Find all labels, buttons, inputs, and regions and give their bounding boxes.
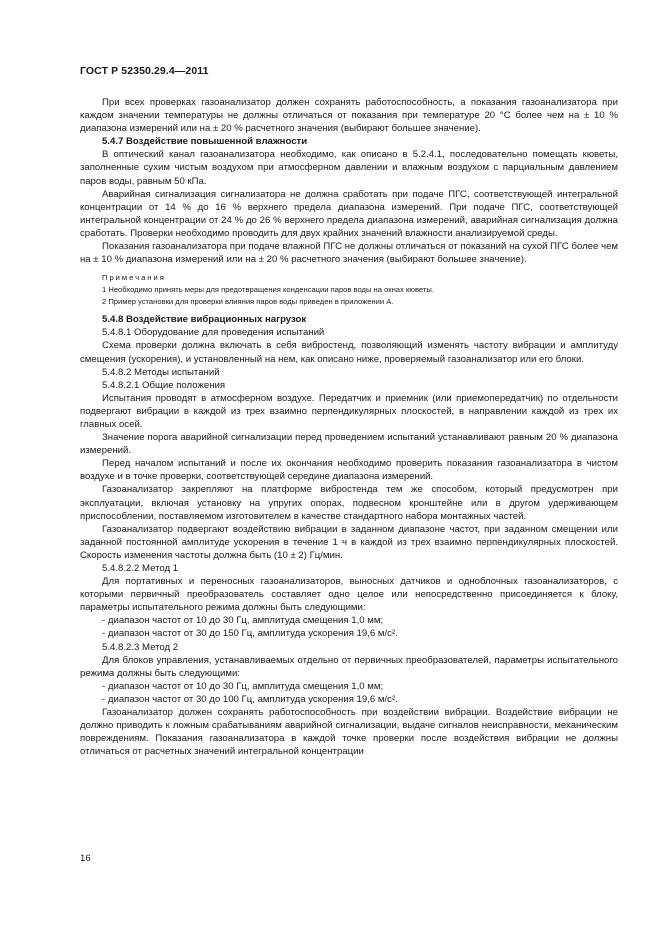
notes-block [80,272,618,308]
paragraph: В оптический канал газоанализатора необходимо, как описано в 5.2.4.1, последовательно помещать кюветы, заполненные сухим чистым воздухом при атмосферном давлении и влажным воздухом с парциальным давлением паров воды, равным 50 кПа. [80,149,618,187]
document-body [80,96,618,758]
paragraph: Схема проверки должна включать в себя вибростенд, позволяющий изменять частоту вибрации и амплитуду смещения (ускорения), и установленный на нем, как описано ниже, проверяемый газоанализатор или его блоки. [80,340,618,365]
paragraph: Газоанализатор закрепляют на платформе вибростенда тем же способом, который предусмотрен при эксплуатации, включая установку на упругих опорах, подвесном кронштейне или в другом удерживающем приспособлении, поставляемом изготовителем в качестве стандартного набора монтажных частей. [80,484,618,522]
paragraph: Испытания проводят в атмосферном воздухе. Передатчик и приемник (или приемопередатчик) по отдельности подвергают вибрации в каждой из трех взаимно перпендикулярных плоскостей, в направлении каждой из трех их главных осей. [80,392,618,430]
subsection-heading: 5.4.8.2.1 Общие положения [102,379,226,391]
paragraph: Для блоков управления, устанавливаемых отдельно от первичных преобразователей, параметры испытательного режима должны быть следующими: [80,654,618,679]
subsection-heading: 5.4.8.2.2 Метод 1 [102,563,179,574]
paragraph: Газоанализатор подвергают воздействию вибрации в заданном диапазоне частот, при заданном смещении или заданной постоянной амплитуде ускорения в течение 1 ч в каждой из трех взаимно перпендикулярных плоскостей. Скорость изменения частоты должна быть (10 ± 2) Гц/мин. [80,523,618,561]
paragraph: При всех проверках газоанализатор должен сохранять работоспособность, а показания газоанализатора при каждом значении температуры не должны отличаться от показания при температуре 20 °С более чем на ± 10 % диапазона измерений или на ± 20 % расчетного значения (выбирают большее значение). [80,97,618,135]
section-heading: 5.4.8 Воздействие вибрационных нагрузок [102,314,307,326]
list-item: - диапазон частот от 30 до 100 Гц, амплитуда ускорения 19,6 м/с². [102,693,398,705]
paragraph: Показания газоанализатора при подаче влажной ПГС не должны отличаться от показаний на сухой ПГС более чем на ± 10 % диапазона измерений или на ± 20 % расчетного значения (выбирают большее значение). [80,241,618,266]
list-item: - диапазон частот от 30 до 150 Гц, амплитуда ускорения 19,6 м/с². [102,628,398,640]
paragraph: Значение порога аварийной сигнализации перед проведением испытаний устанавливают равным 20 % диапазона измерений. [80,432,618,457]
note-item: 2 Пример установки для проверки влияния паров воды приведен в приложении А. [102,297,394,307]
paragraph: Аварийная сигнализация сигнализатора не должна сработать при подаче ПГС, соответствующей интегральной концентрации от 14 % до 16 % верхнего предела диапазона измерений. При подаче ПГС, соответствующей интегральной концентрации от 24 % до 26 % верхнего предела диапазона измерений, аварийная сигнализация должна сработать. Проверки необходимо проводить для двух крайних значений влажности анализируемой среды. [80,188,618,239]
paragraph: Перед началом испытаний и после их окончания необходимо проверить показания газоанализатора в чистом воздухе и в точке проверки, соответствующей середине диапазона измерений. [80,458,618,483]
notes-title: Примечания [102,273,166,283]
subsection-heading: 5.4.8.1 Оборудование для проведения испытаний [102,327,325,339]
list-item: - диапазон частот от 10 до 30 Гц, амплитуда смещения 1,0 мм; [102,615,384,627]
list-item: - диапазон частот от 10 до 30 Гц, амплитуда смещения 1,0 мм; [102,680,384,692]
note-item: 1 Необходимо принять меры для предотвращения конденсации паров воды на окнах кюветы. [102,285,434,295]
paragraph: Газоанализатор должен сохранять работоспособность при воздействии вибрации. Воздействие вибрации не должно приводить к ложным срабатываниям аварийной сигнализации, выдаче сигналов неисправности, механическим повреждениям. Показания газоанализатора в каждой точке проверки после воздействия вибрации не должны отличаться от расчетных значений интегральной концентрации [80,707,618,758]
subsection-heading: 5.4.8.2 Методы испытаний [102,366,220,378]
section-heading: 5.4.7 Воздействие повышенной влажности [102,136,308,148]
subsection-heading: 5.4.8.2.3 Метод 2 [102,641,179,653]
document-code-header: ГОСТ Р 52350.29.4—2011 [80,65,209,77]
paragraph: Для портативных и переносных газоанализаторов, выносных датчиков и одноблочных газоанализаторов, с которыми первичный преобразователь составляет одно целое или непосредственно присоединяется к блоку, параметры испытательного режима должны быть следующими: [80,576,618,614]
page-number: 16 [80,853,91,864]
